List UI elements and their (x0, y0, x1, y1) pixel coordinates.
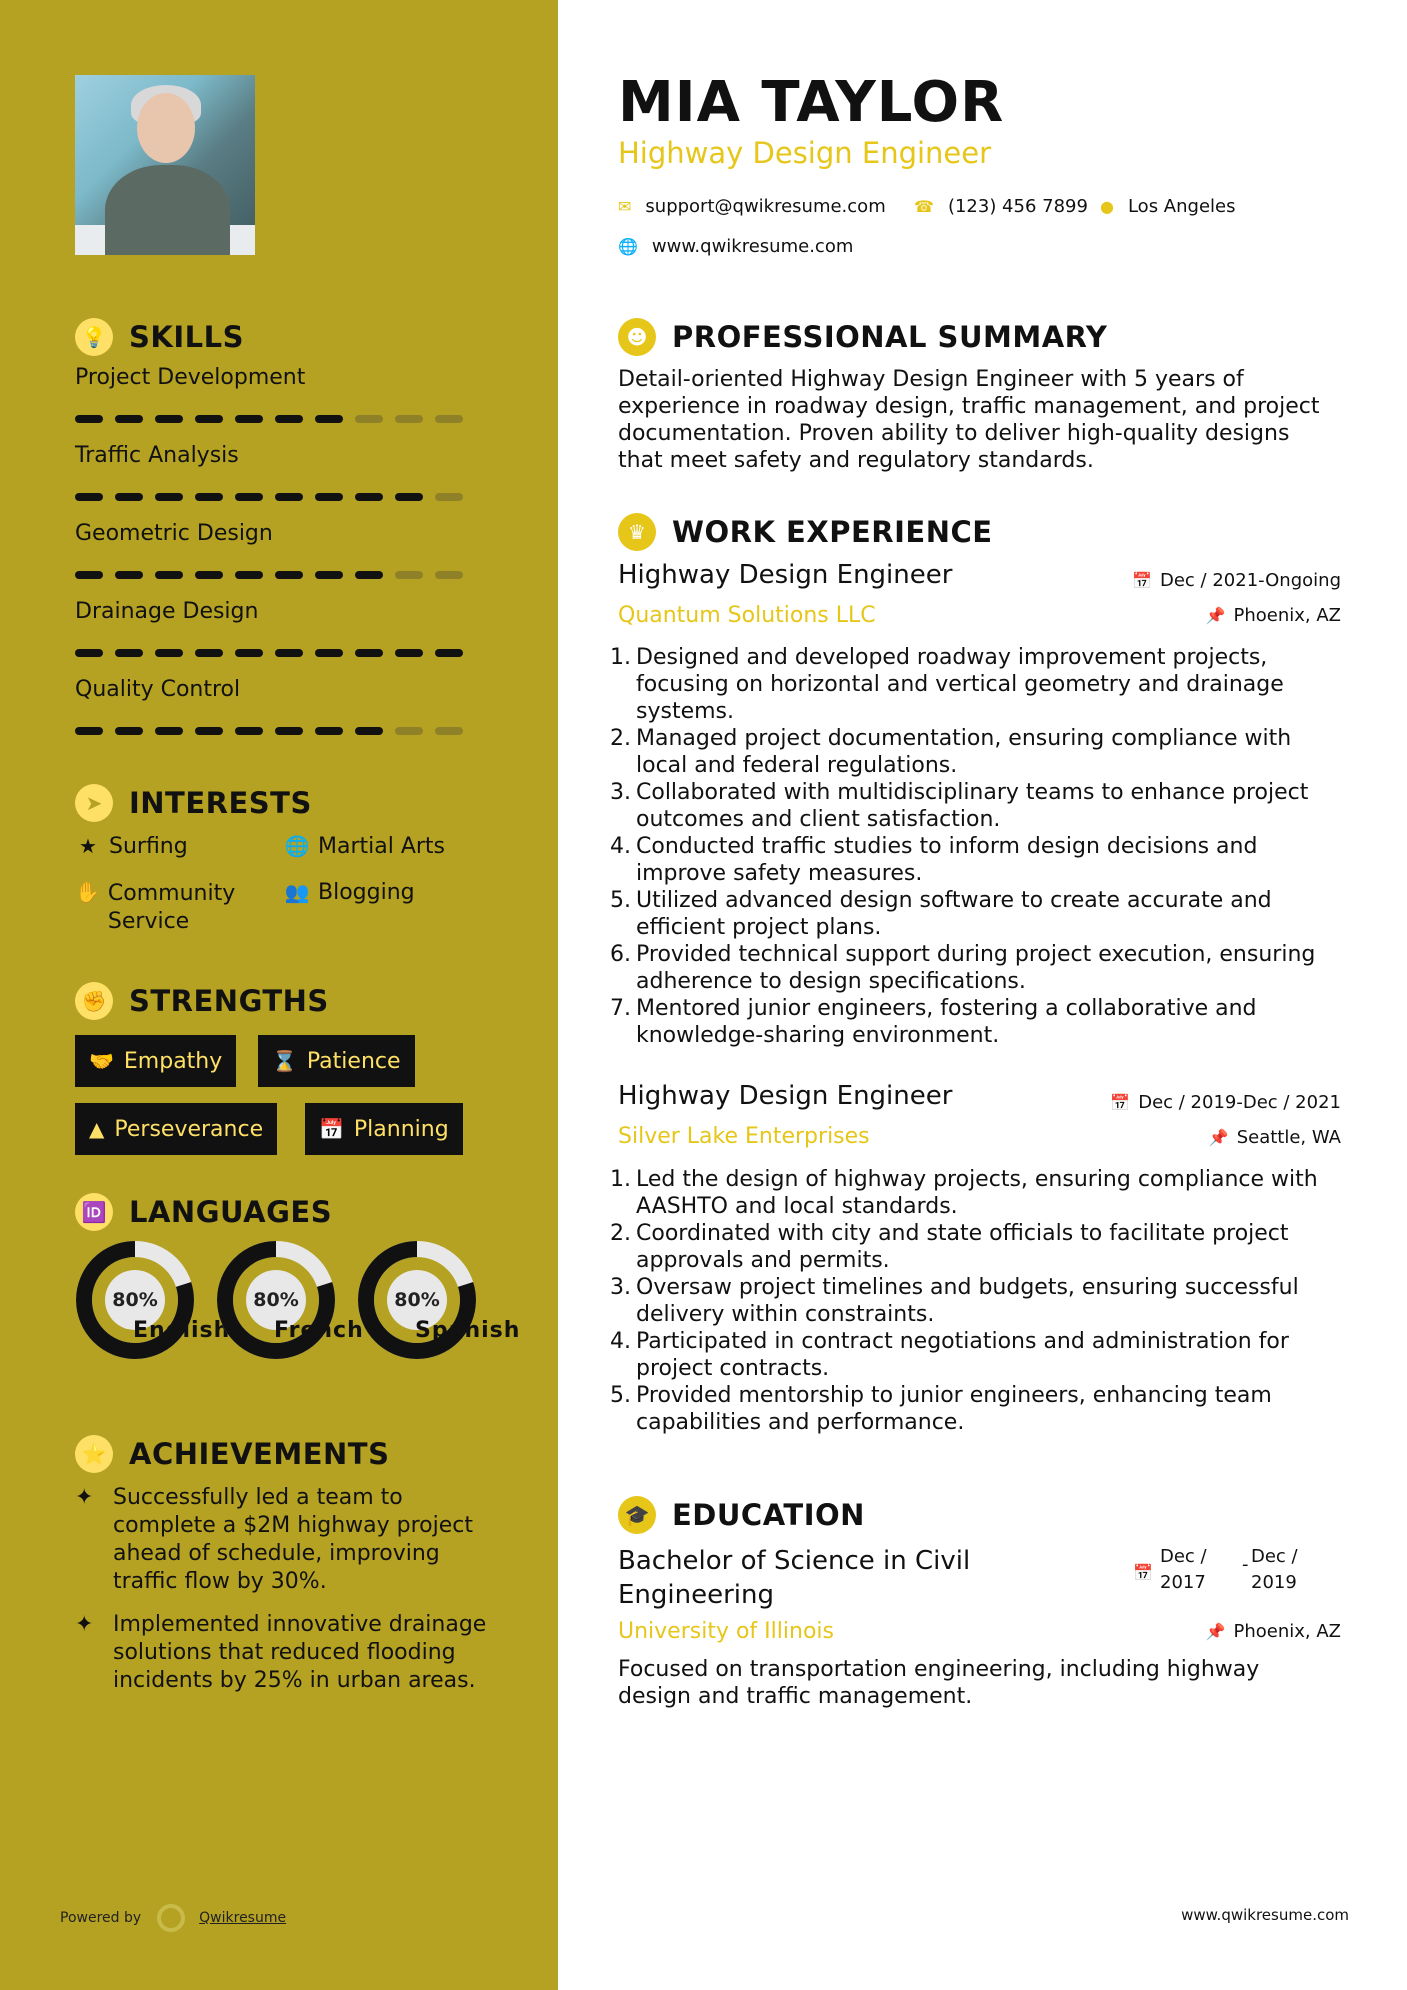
skill-level-dot (195, 727, 223, 735)
education-heading: 🎓 EDUCATION (618, 1496, 865, 1534)
job-company: Quantum Solutions LLC (618, 603, 876, 628)
interest-item: 🌐 Martial Arts (284, 834, 446, 859)
skill-level-dot (155, 727, 183, 735)
skill-level-dot (115, 649, 143, 657)
list-item: 1. Designed and developed roadway improvement projects, focusing on horizontal and vertical geometry and drainage systems. (610, 645, 1284, 724)
paper-plane-icon: ➤ (75, 784, 113, 822)
list-item: 4. Conducted traffic studies to inform design decisions and improve safety measures. (610, 834, 1258, 886)
languages-heading: 🆔 LANGUAGES (75, 1193, 332, 1231)
chair-icon: ♛ (618, 513, 656, 551)
road-icon: ▲ (89, 1117, 105, 1141)
job-date: 📅 Dec / 2021-Ongoing (1132, 570, 1341, 591)
list-item: 6. Provided technical support during project execution, ensuring adherence to design specifications. (610, 942, 1316, 994)
skill-level-bar (75, 415, 463, 423)
summary-heading: ☻ PROFESSIONAL SUMMARY (618, 318, 1107, 356)
list-item: 1. Led the design of highway projects, ensuring compliance with AASHTO and local standards. (610, 1167, 1318, 1219)
job-company: Silver Lake Enterprises (618, 1124, 870, 1149)
fist-icon: ✊ (75, 982, 113, 1020)
skill-level-dot (355, 727, 383, 735)
calendar-icon: 📅 (1132, 571, 1152, 590)
language-french: 80% French (214, 1240, 338, 1360)
job-bullets (610, 1166, 1348, 1436)
skill-label: Project Development (75, 365, 306, 390)
skill-level-dot (115, 415, 143, 423)
skill-level-dot (195, 649, 223, 657)
powered-by: Powered by Qwikresume (60, 1904, 286, 1932)
phone-icon: ☎ (914, 197, 934, 216)
candidate-title: Highway Design Engineer (618, 136, 992, 170)
skill-level-dot (235, 727, 263, 735)
language-ring: 80% (216, 1240, 336, 1360)
shooting-star-icon: ✦ (75, 1612, 94, 1637)
star-badge-icon: ⭐ (75, 1435, 113, 1473)
skill-level-bar (75, 649, 463, 657)
calendar-icon: 📅 (1110, 1093, 1131, 1112)
skill-level-dot (315, 727, 343, 735)
skill-level-dot (75, 649, 103, 657)
skill-level-dot (115, 727, 143, 735)
language-spanish: 80% Spanish (355, 1240, 479, 1360)
skill-label: Quality Control (75, 677, 241, 702)
skill-level-dot (315, 415, 343, 423)
skill-level-dot (275, 415, 303, 423)
main-content (558, 0, 1407, 1990)
map-pin-icon: ● (1100, 197, 1114, 216)
skill-level-dot (355, 493, 383, 501)
star-icon: ★ (79, 834, 97, 858)
experience-heading: ♛ WORK EXPERIENCE (618, 513, 993, 551)
job-location: 📌 Seattle, WA (1208, 1127, 1341, 1148)
interest-item: ★ Surfing (75, 834, 188, 859)
list-item: 5. Utilized advanced design software to create accurate and efficient project plans. (610, 888, 1272, 940)
skill-level-dot (155, 649, 183, 657)
skill-level-dot (355, 415, 383, 423)
language-ring: 80% (357, 1240, 477, 1360)
contact-website[interactable]: 🌐 www.qwikresume.com (618, 236, 854, 257)
interest-item: ✋ Community Service (75, 880, 236, 934)
skill-level-dot (435, 415, 463, 423)
skill-level-dot (435, 649, 463, 657)
skill-level-dot (235, 493, 263, 501)
skill-level-dot (355, 649, 383, 657)
list-item: 3. Collaborated with multidisciplinary teams to enhance project outcomes and client satisfaction. (610, 780, 1309, 832)
list-item: 2. Managed project documentation, ensuring compliance with local and federal regulations. (610, 726, 1292, 778)
list-item: 4. Participated in contract negotiations and administration for project contracts. (610, 1329, 1289, 1381)
strength-badge: ▲ Perseverance (75, 1103, 277, 1155)
strengths-heading: ✊ STRENGTHS (75, 982, 329, 1020)
language-english: 80% English (73, 1240, 197, 1360)
lightbulb-icon: 💡 (75, 318, 113, 356)
skill-label: Geometric Design (75, 521, 273, 546)
skill-level-dot (395, 649, 423, 657)
pin-icon: 📌 (1205, 1622, 1226, 1641)
brand-link[interactable]: Qwikresume (199, 1910, 287, 1926)
skill-level-dot (195, 415, 223, 423)
handshake-icon: 🤝 (89, 1049, 114, 1073)
skill-level-dot (315, 571, 343, 579)
list-item: 2. Coordinated with city and state officials to facilitate project approvals and permits. (610, 1221, 1289, 1273)
contact-email[interactable]: ✉ support@qwikresume.com (618, 196, 886, 217)
edu-description: Focused on transportation engineering, including highway design and traffic management. (618, 1657, 1260, 1709)
qwikresume-logo-icon (157, 1904, 185, 1932)
skill-level-dot (155, 415, 183, 423)
globe-icon: 🌐 (284, 834, 310, 858)
globe-icon: 🌐 (618, 237, 638, 256)
skill-level-dot (75, 415, 103, 423)
edu-location: 📌 Phoenix, AZ (1205, 1621, 1341, 1642)
list-item: 3. Oversaw project timelines and budgets, ensuring successful delivery within constraints. (610, 1275, 1299, 1327)
skill-level-bar (75, 727, 463, 735)
skill-level-dot (275, 649, 303, 657)
job-date: 📅 Dec / 2019-Dec / 2021 (1110, 1092, 1341, 1113)
edu-date-dash: - (1242, 1554, 1249, 1575)
skill-level-dot (195, 493, 223, 501)
user-icon: ☻ (618, 318, 656, 356)
skill-level-dot (275, 727, 303, 735)
skill-level-dot (155, 493, 183, 501)
pin-icon: 📌 (1208, 1128, 1229, 1147)
strength-badge: 🤝 Empathy (75, 1035, 236, 1087)
achievement-item: ✦ Successfully led a team to complete a $2M highway project ahead of schedule, improving traffic flow by 30%. (75, 1485, 474, 1594)
skill-level-dot (435, 571, 463, 579)
graduation-cap-icon: 🎓 (618, 1496, 656, 1534)
skill-level-dot (75, 493, 103, 501)
achievement-item: ✦ Implemented innovative drainage solutions that reduced flooding incidents by 25% in urban areas. (75, 1612, 487, 1693)
skill-level-dot (235, 571, 263, 579)
language-ring: 80% (75, 1240, 195, 1360)
edu-end-date: Dec / 2019 (1251, 1546, 1298, 1593)
shooting-star-icon: ✦ (75, 1485, 94, 1510)
skill-level-dot (75, 727, 103, 735)
skill-label: Drainage Design (75, 599, 259, 624)
skill-level-dot (75, 571, 103, 579)
skill-level-dot (315, 649, 343, 657)
list-item: 5. Provided mentorship to junior engineers, enhancing team capabilities and performance. (610, 1383, 1272, 1435)
contact-phone[interactable]: ☎ (123) 456 7899 (914, 196, 1088, 217)
skill-label: Traffic Analysis (75, 443, 239, 468)
skill-level-bar (75, 571, 463, 579)
skill-level-dot (275, 493, 303, 501)
users-icon: 👥 (284, 880, 310, 904)
list-item: 7. Mentored junior engineers, fostering a collaborative and knowledge-sharing environment. (610, 996, 1257, 1048)
candidate-name: MIA TAYLOR (618, 70, 1005, 135)
hand-icon: ✋ (75, 880, 100, 904)
pin-icon: 📌 (1205, 606, 1226, 625)
strength-badge: 📅 Planning (305, 1103, 463, 1155)
skill-level-dot (435, 727, 463, 735)
skill-level-dot (395, 727, 423, 735)
skill-level-dot (235, 415, 263, 423)
job-bullets (610, 644, 1348, 1049)
skill-level-dot (435, 493, 463, 501)
footer-url[interactable]: www.qwikresume.com (1181, 1906, 1349, 1924)
achievements-heading: ⭐ ACHIEVEMENTS (75, 1435, 389, 1473)
skill-level-dot (395, 571, 423, 579)
school-name: University of Illinois (618, 1619, 834, 1644)
summary-text: Detail-oriented Highway Design Engineer with 5 years of experience in roadway design, traffic management, and project documentation. Proven ability to deliver high-quality designs that meet safety and regulatory standards. (618, 367, 1320, 473)
calendar-icon: 📅 (319, 1117, 344, 1141)
degree-title: Bachelor of Science in Civil Engineering (618, 1546, 971, 1610)
skill-level-dot (275, 571, 303, 579)
job-role: Highway Design Engineer (618, 560, 953, 590)
interests-heading: ➤ INTERESTS (75, 784, 312, 822)
contact-location: ● Los Angeles (1100, 196, 1236, 217)
calendar-icon: 📅 (1133, 1563, 1153, 1582)
skill-level-dot (115, 571, 143, 579)
envelope-icon: ✉ (618, 197, 632, 216)
skill-level-bar (75, 493, 463, 501)
skill-level-dot (195, 571, 223, 579)
skill-level-dot (355, 571, 383, 579)
job-location: 📌 Phoenix, AZ (1205, 605, 1341, 626)
skill-level-dot (395, 415, 423, 423)
skill-level-dot (395, 493, 423, 501)
skill-level-dot (235, 649, 263, 657)
skill-level-dot (155, 571, 183, 579)
skill-level-dot (315, 493, 343, 501)
edu-start-date: Dec / 2017 (1160, 1546, 1207, 1593)
language-icon: 🆔 (75, 1193, 113, 1231)
skills-heading: 💡 SKILLS (75, 318, 244, 356)
job-role: Highway Design Engineer (618, 1081, 953, 1111)
strength-badge: ⌛ Patience (258, 1035, 415, 1087)
skill-level-dot (115, 493, 143, 501)
hourglass-icon: ⌛ (272, 1049, 297, 1073)
profile-photo (75, 75, 255, 255)
interest-item: 👥 Blogging (284, 880, 415, 905)
sidebar (0, 0, 558, 1990)
